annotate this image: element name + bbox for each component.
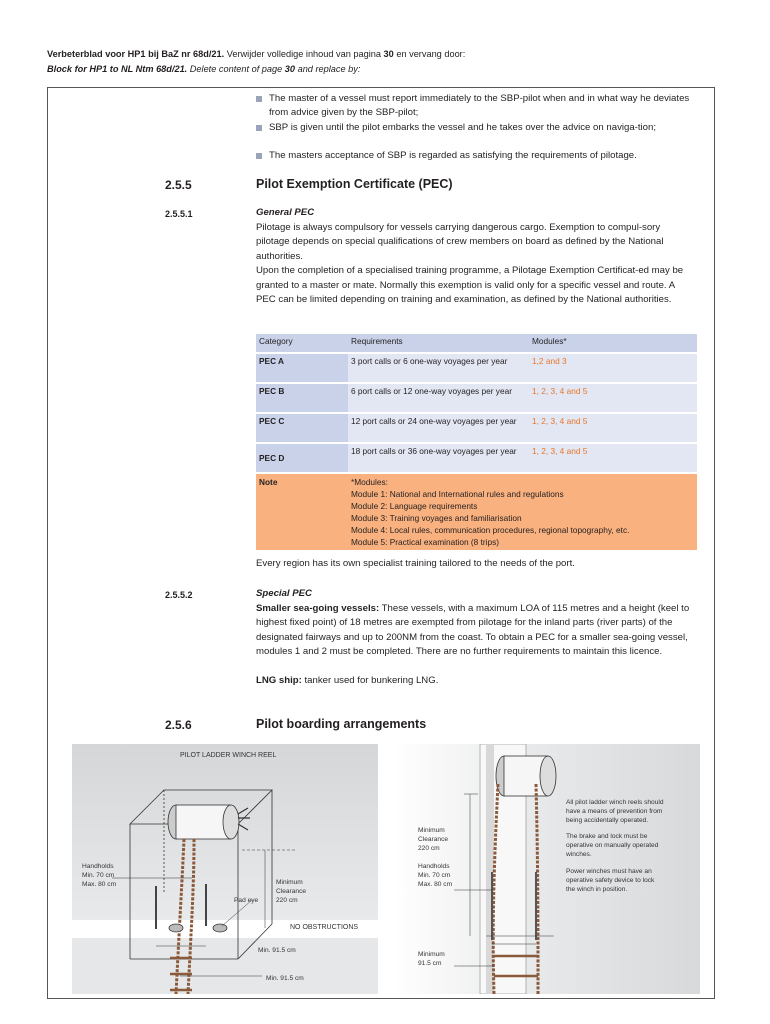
bullet-text: The masters acceptance of SBP is regarded as satisfying the requirements of pilotage. <box>269 150 637 161</box>
paragraph: tanker used for bunkering LNG. <box>301 674 439 686</box>
note-line: All pilot ladder winch reels should <box>566 799 664 806</box>
header-dutch-text-b: en vervang door: <box>393 49 466 59</box>
note-line: winches. <box>566 851 592 858</box>
label-line: 91.5 cm <box>418 960 442 967</box>
table-cell-category: PEC D <box>256 443 348 473</box>
bullet-text: SBP is given until the pilot embarks the vessel and he takes over the advice on naviga-tion; <box>269 122 656 133</box>
bullet-text: The master of a vessel must report immediately to the SBP-pilot when and in what way he deviates from advice given by the SBP-pilot; <box>269 93 690 118</box>
table-cell-category: PEC C <box>256 413 348 443</box>
diagram-title: PILOT LADDER WINCH REEL <box>180 752 277 759</box>
label-line: 220 cm <box>418 845 440 852</box>
label-line: Handholds <box>418 863 450 870</box>
note-line: Module 2: Language requirements <box>351 501 478 511</box>
clearance-label <box>418 826 448 853</box>
table-note-row <box>256 473 697 551</box>
label-line: Minimum <box>418 827 445 834</box>
bullet-item <box>256 92 696 120</box>
winch-reel-diagram-right <box>394 744 700 994</box>
header-dutch-page: 30 <box>383 49 394 59</box>
label-line: Minimum <box>276 879 303 886</box>
table-cell-requirements: 6 port calls or 12 one-way voyages per year <box>348 383 529 413</box>
winch-reel-diagram-left <box>72 744 378 994</box>
winch-note <box>566 832 696 859</box>
page-header <box>47 47 465 77</box>
subsection-number: 2.5.5.2 <box>165 590 193 600</box>
label-line: Min. 70 cm <box>418 872 451 879</box>
subsection-title: Special PEC <box>256 588 312 599</box>
paragraph: Upon the completion of a specialised training programme, a Pilotage Exemption Certificat-ed may be granted to a master or mate. Normally this exemption is valid only for a specific vessel and route. A PEC can be limited depending on training and examination, as defined by the National authorities. <box>256 265 684 305</box>
label-line: Minimum <box>418 951 445 958</box>
table-header-cell: Modules* <box>529 334 697 353</box>
note-line: the winch in position. <box>566 886 628 893</box>
label-line: Max. 80 cm <box>418 881 453 888</box>
handholds-label <box>418 862 452 889</box>
label-line: Clearance <box>276 888 307 895</box>
bullet-item <box>256 149 696 163</box>
table-header-cell: Requirements <box>348 334 529 353</box>
min-width-label <box>418 950 445 968</box>
pec-table <box>256 334 697 552</box>
min-width-label: Min. 91.5 cm <box>266 975 304 982</box>
paragraph-lead: LNG ship: <box>256 674 302 686</box>
paragraph-lead: Smaller sea-going vessels: <box>256 602 380 614</box>
paragraph: Pilotage is always compulsory for vessels carrying dangerous cargo. Exemption to compul-sory pilotage depends on special qualifications of crew members on board as defined by the National authorities. <box>256 221 664 262</box>
bullet-square-icon <box>256 125 262 131</box>
note-line: Module 1: National and International rules and regulations <box>351 489 564 499</box>
bullet-square-icon <box>256 153 262 159</box>
table-row <box>256 413 697 443</box>
table-cell-category: PEC B <box>256 383 348 413</box>
note-line: *Modules: <box>351 477 388 487</box>
table-row <box>256 353 697 383</box>
table-cell-modules: 1, 2, 3, 4 and 5 <box>529 443 697 473</box>
table-cell-modules: 1, 2, 3, 4 and 5 <box>529 383 697 413</box>
winch-note <box>566 867 696 894</box>
table-header-row <box>256 334 697 353</box>
header-english-page: 30 <box>284 64 296 74</box>
label-line: Max. 80 cm <box>82 881 117 888</box>
no-obstructions-label: NO OBSTRUCTIONS <box>290 924 359 931</box>
table-cell-requirements: 12 port calls or 24 one-way voyages per year <box>348 413 529 443</box>
section-title: Pilot Exemption Certificate (PEC) <box>256 177 453 191</box>
header-line-1 <box>47 47 465 62</box>
pad-eye-label: Pad eye <box>234 897 259 904</box>
table-cell-requirements: 18 port calls or 36 one-way voyages per year <box>348 443 529 473</box>
header-dutch-title: Verbeterblad voor HP1 bij BaZ nr 68d/21. <box>47 49 225 59</box>
bullet-square-icon <box>256 96 262 102</box>
special-pec-text <box>256 587 696 688</box>
table-note-label: Note <box>256 473 348 551</box>
note-line: Module 5: Practical examination (8 trips) <box>351 537 500 547</box>
table-cell-requirements: 3 port calls or 6 one-way voyages per year <box>348 353 529 383</box>
table-row <box>256 443 697 473</box>
min-width-label: Min. 91.5 cm <box>258 947 296 954</box>
paragraph: These vessels, with a maximum LOA of 115 metres and a height (keel to highest fixed point) of 18 metres are exempted from pilotage for the inland parts (river parts) of the designated fairways and up to 200NM from the coast. To obtain a PEC for a smaller sea-going vessel, modules 1 and 2 must be completed. There are no further requirements to maintain this licence. <box>256 602 690 657</box>
table-note-content <box>348 473 697 551</box>
general-pec-text <box>256 206 696 308</box>
subsection-number: 2.5.5.1 <box>165 209 193 219</box>
header-english-title: Block for HP1 to NL Ntm 68d/21. <box>47 64 188 74</box>
label-line: Handholds <box>82 863 114 870</box>
note-line: Module 4: Local rules, communication procedures, regional topography, etc. <box>351 525 630 535</box>
header-english-text-b: and replace by: <box>295 64 361 74</box>
region-text: Every region has its own specialist training tailored to the needs of the port. <box>256 558 575 569</box>
note-line: The brake and lock must be <box>566 833 648 840</box>
header-line-2 <box>47 62 465 77</box>
bullet-item <box>256 121 696 135</box>
header-dutch-text-a: Verwijder volledige inhoud van pagina <box>224 49 384 59</box>
label-line: Min. 70 cm <box>82 872 115 879</box>
table-cell-modules: 1, 2, 3, 4 and 5 <box>529 413 697 443</box>
clearance-label <box>276 878 306 905</box>
note-line: have a means of prevention from <box>566 808 663 815</box>
section-title: Pilot boarding arrangements <box>256 717 427 731</box>
table-cell-category: PEC A <box>256 353 348 383</box>
section-number: 2.5.6 <box>165 718 192 732</box>
table-cell-modules: 1,2 and 3 <box>529 353 697 383</box>
note-line: being accidentally operated. <box>566 817 649 824</box>
subsection-title: General PEC <box>256 207 315 218</box>
label-line: 220 cm <box>276 897 298 904</box>
note-line: Module 3: Training voyages and familiarisation <box>351 513 522 523</box>
winch-note <box>566 798 696 825</box>
table-header-cell: Category <box>256 334 348 353</box>
note-line: operative on manually operated <box>566 842 659 849</box>
header-english-text-a: Delete content of page <box>187 64 285 74</box>
handholds-label <box>82 862 116 889</box>
winch-reel-illustration <box>72 744 378 994</box>
note-line: Power winches must have an <box>566 868 652 875</box>
label-line: Clearance <box>418 836 449 843</box>
table-row <box>256 383 697 413</box>
section-number: 2.5.5 <box>165 178 192 192</box>
note-line: operative safety device to lock <box>566 877 655 884</box>
